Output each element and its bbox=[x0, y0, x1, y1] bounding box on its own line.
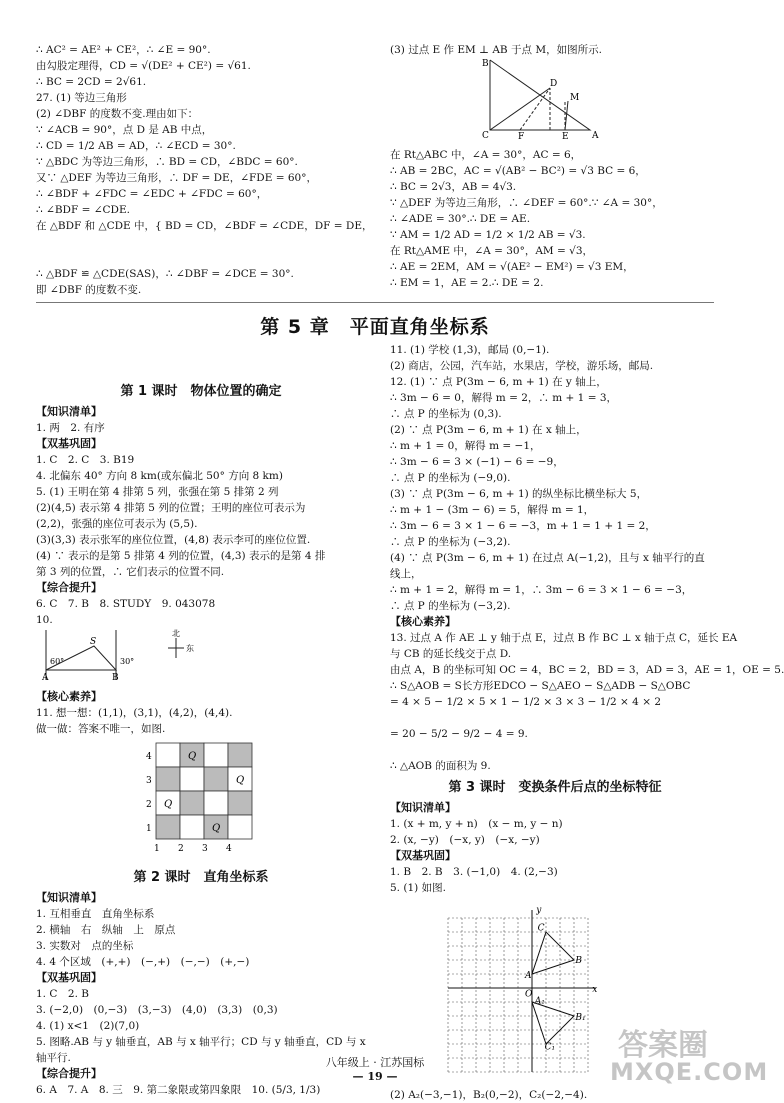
text-line: (4) ∵ 点 P(3m − 6, m + 1) 在过点 A(−1,2)，且与 x 轴平行的直 bbox=[390, 552, 705, 564]
text-line: 做一做：答案不唯一，如图. bbox=[36, 723, 166, 735]
label-F: F bbox=[518, 132, 525, 142]
text-line: 轴平行. bbox=[36, 1052, 71, 1064]
text-line: 12. (1) ∵ 点 P(3m − 6, m + 1) 在 y 轴上， bbox=[390, 376, 607, 388]
top-right-column bbox=[390, 42, 720, 291]
grid-col-label: 2 bbox=[178, 844, 184, 854]
label-A: A bbox=[592, 131, 599, 141]
grid-col-label: 1 bbox=[154, 844, 160, 854]
label-C: C bbox=[482, 131, 489, 141]
grid-col-label: 3 bbox=[202, 844, 208, 854]
grid-row-label: 1 bbox=[146, 824, 152, 834]
text-line: 1. 互相垂直 直角坐标系 bbox=[36, 908, 155, 920]
grid-cell bbox=[156, 743, 180, 767]
text-line: (2)(4,5) 表示第 4 排第 5 列的位置；王明的座位可表示为 bbox=[36, 502, 306, 514]
text-line: ∴ 3m − 6 = 3 × 1 − 6 = −3，m + 1 = 1 + 1 = 2， bbox=[390, 520, 656, 532]
grid-cell bbox=[156, 767, 180, 791]
queen-marker: Q bbox=[164, 799, 173, 810]
angle-60: 60° bbox=[50, 657, 65, 666]
text-line: ∴ 点 P 的坐标为 (−3,2). bbox=[390, 536, 511, 548]
lesson2-title: 第 2 课时 直角坐标系 bbox=[133, 870, 269, 885]
text-line: 4. 4 个区域 (+,+) (−,+) (−,−) (+,−) bbox=[36, 956, 250, 968]
section-heading: 【双基巩固】 bbox=[36, 437, 102, 450]
graph-label-o: O bbox=[525, 989, 533, 1000]
label-M: M bbox=[570, 93, 580, 103]
queen-marker: Q bbox=[212, 823, 221, 834]
watermark bbox=[610, 1020, 769, 1090]
text-line bbox=[36, 234, 366, 250]
label-D: D bbox=[550, 79, 558, 89]
coordinate-figure bbox=[390, 898, 598, 1080]
text-line: 6. C 7. B 8. STUDY 9. 043078 bbox=[36, 598, 216, 610]
text-line: 4. (1) x<1 (2)(7,0) bbox=[36, 1020, 140, 1032]
label-S: S bbox=[90, 637, 97, 647]
text-line: 11. (1) 学校 (1,3)，邮局 (0,−1). bbox=[390, 344, 550, 356]
text-line: 3. 实数对 点的坐标 bbox=[36, 940, 134, 952]
grid-cell bbox=[156, 815, 180, 839]
section-heading: 【核心素养】 bbox=[36, 690, 102, 703]
text-line: ∵ △DEF 为等边三角形，∴ ∠DEF = 60°.∵ ∠A = 30°， bbox=[390, 197, 663, 209]
text-line: = 20 − 5/2 − 9/2 − 4 = 9. bbox=[390, 728, 528, 740]
top-left-column bbox=[36, 42, 373, 298]
label-A: A bbox=[42, 673, 49, 683]
text-line: 5. (1) 王明在第 4 排第 5 列，张强在第 5 排第 2 列 bbox=[36, 486, 279, 498]
text-line: ∴ △AOB 的面积为 9. bbox=[390, 760, 491, 772]
grid-cell bbox=[228, 743, 252, 767]
text-line: ∴ CD = 1/2 AB = AD，∴ ∠ECD = 30°. bbox=[36, 140, 236, 152]
text-line: ∴ AB = 2BC，AC = √(AB² − BC²) = √3 BC = 6， bbox=[390, 165, 646, 177]
text-line: = 4 × 5 − 1/2 × 5 × 1 − 1/2 × 3 × 3 − 1/2 × 4 × 2 bbox=[390, 696, 662, 708]
graph-label-b1: B₁ bbox=[575, 1013, 586, 1024]
angle-30: 30° bbox=[120, 657, 135, 666]
text-line: ∴ BC = 2CD = 2√61. bbox=[36, 76, 147, 88]
queen-marker: Q bbox=[236, 775, 245, 786]
text-line: 2. 横轴 右 纵轴 上 原点 bbox=[36, 924, 176, 936]
text-line: ∴ m + 1 = 0，解得 m = −1， bbox=[390, 440, 541, 452]
text-line: ∴ m + 1 − (3m − 6) = 5，解得 m = 1， bbox=[390, 504, 595, 516]
text-line: ∴ EM = 1，AE = 2.∴ DE = 2. bbox=[390, 277, 544, 289]
text-line bbox=[390, 742, 720, 758]
text-line: ∵ △BDC 为等边三角形，∴ BD = CD，∠BDC = 60°. bbox=[36, 156, 298, 168]
text-line: (2) ∠DBF 的度数不变.理由如下： bbox=[36, 108, 199, 120]
text-line: 13. 过点 A 作 AE ⊥ y 轴于点 E，过点 B 作 BC ⊥ x 轴于点 C，延长 EA bbox=[390, 632, 738, 644]
watermark-line1: 答案圈 bbox=[618, 1028, 708, 1063]
text-line: (2) 商店，公园，汽车站，水果店，学校，游乐场，邮局. bbox=[390, 360, 654, 372]
text-line: 1. C 2. C 3. B19 bbox=[36, 454, 135, 466]
graph-label-x: x bbox=[592, 985, 598, 996]
queens-grid bbox=[36, 739, 245, 857]
graph-label-y: y bbox=[536, 905, 542, 916]
section-heading: 【综合提升】 bbox=[36, 581, 102, 594]
text-line: 2. (x, −y) (−x, y) (−x, −y) bbox=[390, 834, 540, 846]
text-line: 10. bbox=[36, 614, 53, 626]
text-line: ∴ 点 P 的坐标为 (−9,0). bbox=[390, 472, 511, 484]
chapter-title: 第 5 章 平面直角坐标系 bbox=[260, 316, 490, 338]
text-line: 在 △BDF 和 △CDE 中，{ BD = CD，∠BDF = ∠CDE，DF = DE， bbox=[36, 220, 373, 232]
grid-col-label: 4 bbox=[226, 844, 232, 854]
section-heading: 【双基巩固】 bbox=[36, 971, 102, 984]
lesson3-answer: (2) A₂(−3,−1)，B₂(0,−2)，C₂(−2,−4). bbox=[390, 1089, 588, 1101]
graph-label-a: A bbox=[525, 971, 532, 982]
graph-label-b: B bbox=[575, 955, 583, 966]
text-line: ∴ 3m − 6 = 3 × (−1) − 6 = −9， bbox=[390, 456, 564, 468]
left-main-column bbox=[36, 378, 366, 1098]
section-heading: 【双基巩固】 bbox=[390, 849, 456, 862]
text-line: 11. 想一想：(1,1)，(3,1)，(4,2)，(4,4). bbox=[36, 707, 233, 719]
lesson3-title: 第 3 课时 变换条件后点的坐标特征 bbox=[448, 780, 662, 795]
text-line: ∴ S△AOB = S长方形EDCO − S△AEO − S△ADB − S△OBC bbox=[390, 680, 691, 692]
text-line: (3)(3,3) 表示张军的座位位置，(4,8) 表示李可的座位位置. bbox=[36, 534, 311, 546]
text-line: ∴ AE = 2EM，AM = √(AE² − EM²) = √3 EM， bbox=[390, 261, 634, 273]
text-line: 3. (−2,0) (0,−3) (3,−3) (4,0) (3,3) (0,3) bbox=[36, 1004, 278, 1016]
queen-marker: Q bbox=[188, 751, 197, 762]
right-main-column bbox=[390, 342, 784, 1103]
text-line: (3) ∵ 点 P(3m − 6, m + 1) 的纵坐标比横坐标大 5， bbox=[390, 488, 648, 500]
label-E: E bbox=[562, 132, 569, 142]
text-line: ∴ 点 P 的坐标为 (−3,2). bbox=[390, 600, 511, 612]
text-line: ∴ ∠ADE = 30°.∴ DE = AE. bbox=[390, 213, 531, 225]
text-line: 在 Rt△AME 中，∠A = 30°，AM = √3， bbox=[390, 245, 594, 257]
text-line: (2,2)，张强的座位可表示为 (5,5). bbox=[36, 518, 198, 530]
text-line bbox=[36, 250, 366, 266]
grid-row-label: 2 bbox=[146, 800, 152, 810]
section-heading: 【知识清单】 bbox=[36, 405, 102, 418]
grid-row-label: 3 bbox=[146, 776, 152, 786]
position-figure bbox=[36, 630, 236, 682]
text-line: 6. A 7. A 8. 三 9. 第二象限或第四象限 10. (5/3, 1/3) bbox=[36, 1084, 321, 1096]
text-line: ∴ BC = 2√3，AB = 4√3. bbox=[390, 181, 517, 193]
east-label: 东 bbox=[186, 644, 194, 653]
text-line: 与 CB 的延长线交于点 D. bbox=[390, 648, 512, 660]
text-line: 1. 两 2. 有序 bbox=[36, 422, 105, 434]
grid-cell bbox=[228, 815, 252, 839]
lesson1-title: 第 1 课时 物体位置的确定 bbox=[120, 384, 282, 399]
grid-row-label: 4 bbox=[146, 752, 152, 762]
label-B: B bbox=[482, 59, 489, 69]
text-line: 又∵ △DEF 为等边三角形，∴ DF = DE，∠FDE = 60°， bbox=[36, 172, 317, 184]
text-line: ∴ ∠BDF = ∠CDE. bbox=[36, 204, 130, 216]
text-line: 1. B 2. B 3. (−1,0) 4. (2,−3) bbox=[390, 866, 558, 878]
text-line: ∴ 3m − 6 = 0，解得 m = 2，∴ m + 1 = 3， bbox=[390, 392, 618, 404]
grid-cell bbox=[180, 791, 204, 815]
text-line: 5. 图略.AB 与 y 轴垂直，AB 与 x 轴平行；CD 与 y 轴垂直，CD 与 x bbox=[36, 1036, 366, 1048]
text-line bbox=[390, 710, 720, 726]
chapter-divider bbox=[36, 302, 714, 303]
section-heading: 【知识清单】 bbox=[390, 801, 456, 814]
text-line: ∵ ∠ACB = 90°，点 D 是 AB 中点， bbox=[36, 124, 213, 136]
north-label: 北 bbox=[172, 629, 180, 638]
text-line: 5. (1) 如图. bbox=[390, 882, 446, 894]
text-line: (4) ∵ 表示的是第 5 排第 4 列的位置，(4,3) 表示的是第 4 排 bbox=[36, 550, 326, 562]
grid-cell bbox=[180, 767, 204, 791]
section-heading: 【知识清单】 bbox=[36, 891, 102, 904]
text-line: ∵ AM = 1/2 AD = 1/2 × 1/2 AB = √3. bbox=[390, 229, 586, 241]
page-number: — 19 — bbox=[352, 1070, 398, 1083]
grid-cell bbox=[204, 743, 228, 767]
grid-cell bbox=[204, 767, 228, 791]
text-line: 27. (1) 等边三角形 bbox=[36, 92, 127, 104]
text-line: ∴ 点 P 的坐标为 (0,3). bbox=[390, 408, 502, 420]
text-line: 线上， bbox=[390, 568, 422, 580]
grid-cell bbox=[180, 815, 204, 839]
graph-label-c1: C₁ bbox=[544, 1042, 556, 1053]
watermark-line2: MXQE.COM bbox=[610, 1058, 769, 1086]
graph-label-a1: A₁ bbox=[534, 996, 545, 1007]
grid-cell bbox=[228, 791, 252, 815]
footer-title: 八年级上 · 江苏国标 bbox=[325, 1056, 425, 1069]
text-line: 1. C 2. B bbox=[36, 988, 89, 1000]
text-line: ∴ ∠BDF + ∠FDC = ∠EDC + ∠FDC = 60°， bbox=[36, 188, 268, 200]
text-line: ∴ AC² = AE² + CE²，∴ ∠E = 90°. bbox=[36, 44, 211, 56]
text-line: (3) 过点 E 作 EM ⊥ AB 于点 M，如图所示. bbox=[390, 44, 602, 56]
section-heading: 【综合提升】 bbox=[36, 1067, 102, 1080]
label-B: B bbox=[112, 673, 119, 683]
text-line: 由勾股定理得，CD = √(DE² + CE²) = √61. bbox=[36, 60, 251, 72]
triangle-figure bbox=[390, 60, 630, 140]
text-line: 即 ∠DBF 的度数不变. bbox=[36, 284, 142, 296]
text-line: 1. (x + m, y + n) (x − m, y − n) bbox=[390, 818, 563, 830]
grid-cell bbox=[204, 791, 228, 815]
section-heading: 【核心素养】 bbox=[390, 615, 456, 628]
text-line: 由点 A，B 的坐标可知 OC = 4，BC = 2，BD = 3，AD = 3，AE = 1，OE = 5. bbox=[390, 664, 784, 676]
text-line: ∴ m + 1 = 2，解得 m = 1，∴ 3m − 6 = 3 × 1 − 6 = −3， bbox=[390, 584, 693, 596]
text-line: (2) ∵ 点 P(3m − 6, m + 1) 在 x 轴上， bbox=[390, 424, 587, 436]
text-line: 4. 北偏东 40° 方向 8 km(或东偏北 50° 方向 8 km) bbox=[36, 470, 283, 482]
text-line: ∴ △BDF ≌ △CDE(SAS)，∴ ∠DBF = ∠DCE = 30°. bbox=[36, 268, 294, 280]
text-line: 在 Rt△ABC 中，∠A = 30°，AC = 6， bbox=[390, 149, 582, 161]
text-line: 第 3 列的位置，∴ 它们表示的位置不同. bbox=[36, 566, 225, 578]
graph-label-c: C bbox=[537, 923, 545, 934]
